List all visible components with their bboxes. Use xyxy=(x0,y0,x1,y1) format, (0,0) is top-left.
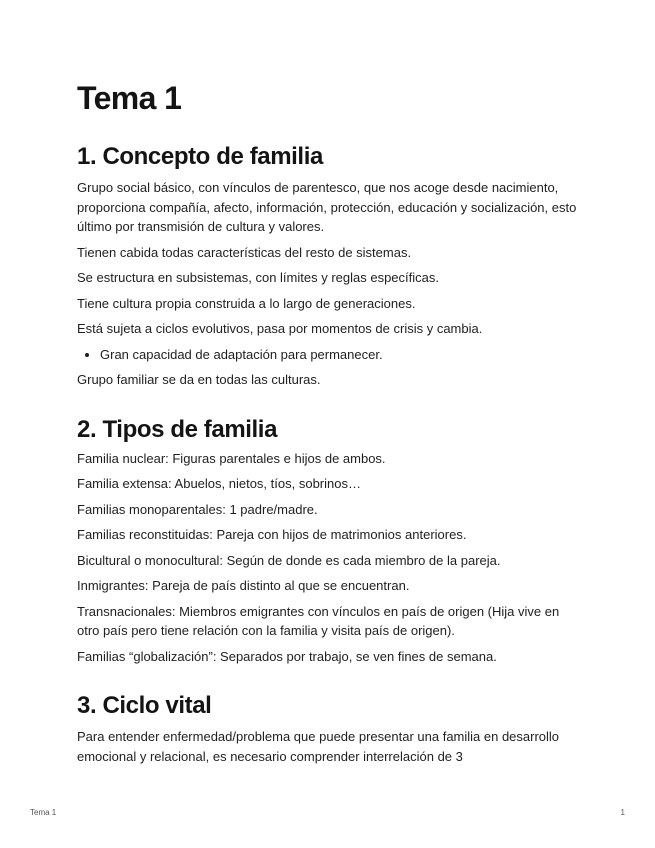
bullet-item: • Gran capacidad de adaptación para permanecer. xyxy=(100,345,577,365)
paragraph: Familia nuclear: Figuras parentales e hijos de ambos. xyxy=(77,450,386,466)
section-body-concepto-de-familia xyxy=(77,178,577,390)
footer-page-number: 1 xyxy=(620,808,625,817)
paragraph: Tiene cultura propia construida a lo largo de generaciones. xyxy=(77,295,416,311)
paragraph: Grupo social básico, con vínculos de parentesco, que nos acoge desde nacimiento, proporciona compañía, afecto, información, protección, educación y socialización, esto último por transmisión de cultura y valores. xyxy=(77,180,577,234)
paragraph: Se estructura en subsistemas, con límites y reglas específicas. xyxy=(77,270,439,285)
document-title: Tema 1 xyxy=(77,80,182,116)
paragraph: Familia extensa: Abuelos, nietos, tíos, sobrinos… xyxy=(77,476,361,491)
paragraph: Para entender enfermedad/problema que puede presentar una familia en desarrollo emocional y relacional, es necesario comprender interrelación de 3 xyxy=(77,729,560,764)
paragraph: Bicultural o monocultural: Según de donde es cada miembro de la pareja. xyxy=(77,552,501,568)
paragraph: Está sujeta a ciclos evolutivos, pasa por momentos de crisis y cambia. xyxy=(77,321,483,336)
paragraph: Tienen cabida todas características del resto de sistemas. xyxy=(77,244,412,260)
section-heading-concepto-de-familia: 1. Concepto de familia xyxy=(77,143,323,170)
section-body-tipos-de-familia xyxy=(77,449,577,667)
footer-document-title: Tema 1 xyxy=(30,808,57,817)
section-heading-ciclo-vital: 3. Ciclo vital xyxy=(77,692,212,719)
paragraph: Transnacionales: Miembros emigrantes con vínculos en país de origen (Hija vive en otro país pero tiene relación con la familia y visita país de origen). xyxy=(77,603,560,638)
paragraph: Familias monoparentales: 1 padre/madre. xyxy=(77,501,318,517)
paragraph: Grupo familiar se da en todas las culturas. xyxy=(77,372,321,387)
bullet-list xyxy=(77,345,577,365)
document-page xyxy=(77,76,577,766)
section-heading-tipos-de-familia: 2. Tipos de familia xyxy=(77,415,278,443)
paragraph: Familias “globalización”: Separados por trabajo, se ven fines de semana. xyxy=(77,648,497,664)
paragraph: Familias reconstituidas: Pareja con hijos de matrimonios anteriores. xyxy=(77,527,467,542)
paragraph: Inmigrantes: Pareja de país distinto al que se encuentran. xyxy=(77,578,410,593)
section-body-ciclo-vital xyxy=(77,727,577,766)
